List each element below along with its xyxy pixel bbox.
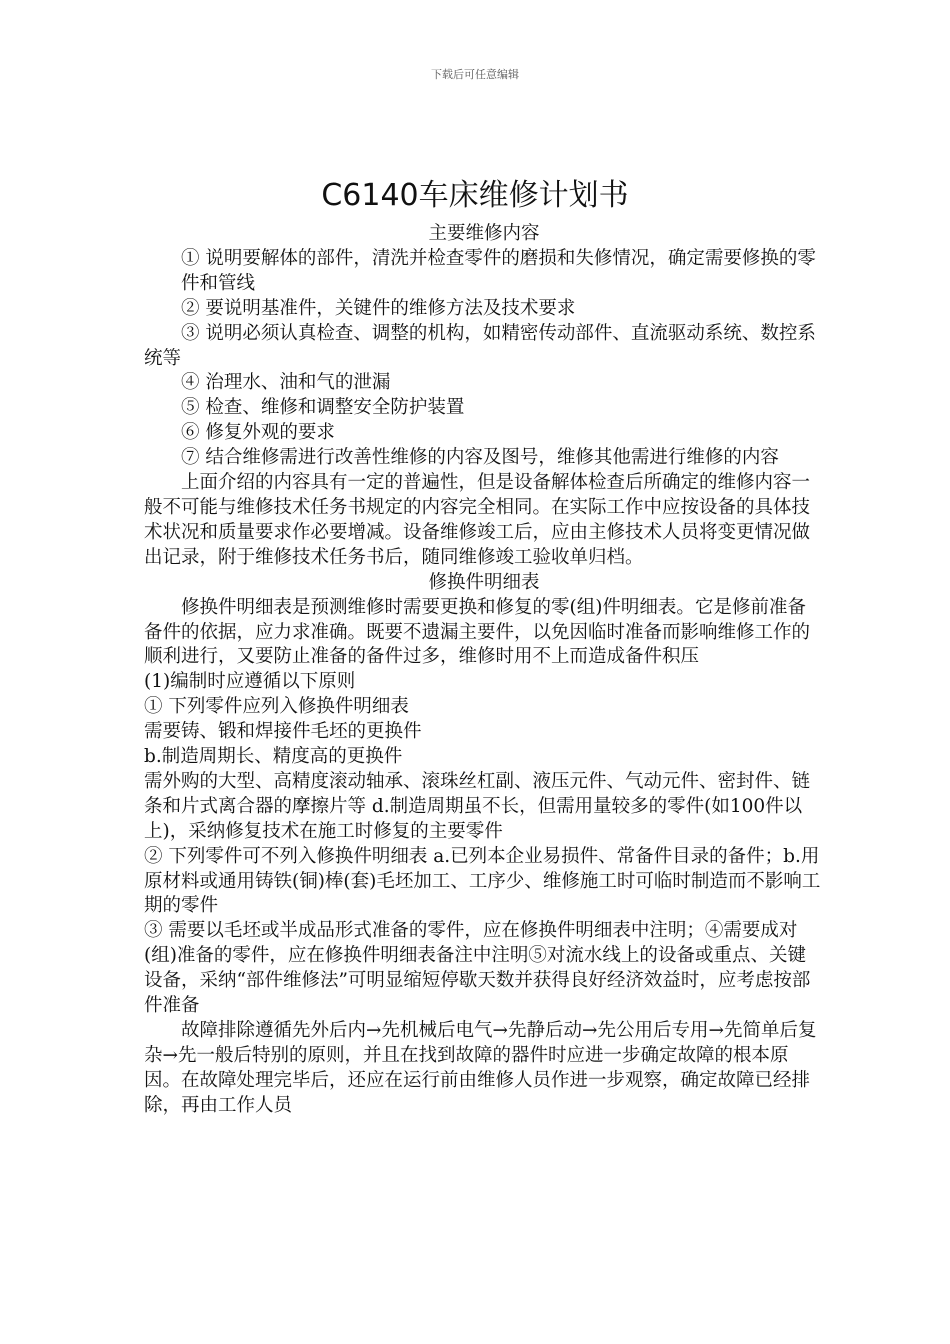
body-line: ③ 需要以毛坯或半成品形式准备的零件，应在修换件明细表中注明；④需要成对(组)准备的零件，应在修换件明细表备注中注明⑤对流水线上的设备或重点、关键设备，采纳“部件维修法”可明显缩短停歇天数并获得良好经济效益时，应考虑按部件准备 — [144, 920, 811, 1017]
section-heading-maintenance-content: 主要维修内容 — [428, 223, 540, 244]
section-heading-parts-list: 修换件明细表 — [428, 571, 540, 593]
body-paragraph: 修换件明细表是预测维修时需要更换和修复的零(组)件明细表。它是修前准备备件的依据，应力求准确。既要不遗漏主要件，以免因临时准备而影响维修工作的顺利进行，又要防止准备的备件过多，维修时用不上而造成备件积压 — [144, 596, 811, 668]
list-item: ④ 治理水、油和气的泄漏 — [181, 372, 391, 394]
body-line: ② 下列零件可不列入修换件明细表 a.已列本企业易损件、常备件目录的备件；b.用原材料或通用铸铁(铜)棒(套)毛坯加工、工序少、维修施工时可临时制造而不影响工期的零件 — [144, 845, 821, 917]
document-body — [144, 222, 824, 1119]
list-item: ⑦ 结合维修需进行改善性维修的内容及图号，维修其他需进行维修的内容 — [181, 447, 779, 469]
body-line: 需外购的大型、高精度滚动轴承、滚珠丝杠副、液压元件、气动元件、密封件、链条和片式离合器的摩擦片等 d.制造周期虽不长，但需用量较多的零件(如100件以上)，采纳修复技术在施工时修复的主要零件 — [144, 770, 811, 842]
list-item: ② 要说明基准件，关键件的维修方法及技术要求 — [181, 297, 576, 319]
document-title: C6140车床维修计划书 — [321, 178, 629, 213]
body-paragraph: 上面介绍的内容具有一定的普遍性，但是设备解体检查后所确定的维修内容一般不可能与维修技术任务书规定的内容完全相同。在实际工作中应按设备的具体技术状况和质量要求作必要增减。设备维修竣工后，应由主修技术人员将变更情况做出记录，附于维修技术任务书后，随同维修竣工验收单归档。 — [144, 472, 811, 568]
list-item: ③ 说明必须认真检查、调整的机构，如精密传动部件、直流驱动系统、数控系统等 — [144, 322, 816, 369]
body-paragraph: 故障排除遵循先外后内→先机械后电气→先静后动→先公用后专用→先简单后复杂→先一般后特别的原则，并且在找到故障的器件时应进一步确定故障的根本原因。在故障处理完毕后，还应在运行前由维修人员作进一步观察，确定故障已经排除，再由工作人员 — [144, 1020, 817, 1116]
list-item: ⑥ 修复外观的要求 — [181, 422, 335, 444]
list-item: ① 说明要解体的部件，清洗并检查零件的磨损和失修情况，确定需要修换的零件和管线 — [181, 247, 816, 294]
body-line: (1)编制时应遵循以下原则 — [144, 671, 356, 693]
body-line: 需要铸、锻和焊接件毛坯的更换件 — [144, 721, 422, 743]
body-line: ① 下列零件应列入修换件明细表 — [144, 696, 409, 718]
body-line: b.制造周期长、精度高的更换件 — [144, 746, 403, 768]
list-item: ⑤ 检查、维修和调整安全防护装置 — [181, 397, 465, 419]
page-header: 下载后可任意编辑 — [431, 68, 519, 81]
